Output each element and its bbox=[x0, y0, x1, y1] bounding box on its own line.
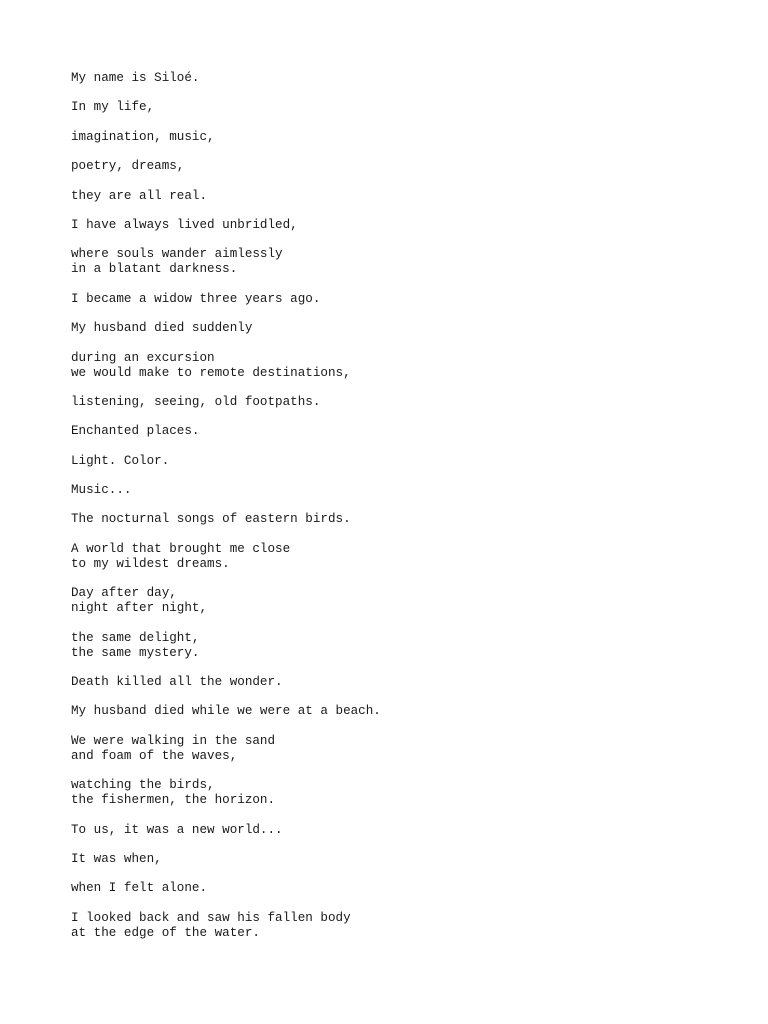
stanza bbox=[71, 778, 711, 808]
poem-line: poetry, dreams, bbox=[71, 159, 185, 174]
poem-line: My name is Siloé. bbox=[71, 71, 200, 85]
poem-line: We were walking in the sand bbox=[71, 733, 276, 748]
stanza bbox=[71, 911, 711, 941]
poem-line: I became a widow three years ago. bbox=[71, 291, 321, 306]
poem-line: The nocturnal songs of eastern birds. bbox=[71, 512, 351, 527]
poem-line: we would make to remote destinations, bbox=[71, 365, 351, 380]
poem-line: Enchanted places. bbox=[71, 424, 200, 439]
stanza bbox=[71, 351, 711, 381]
stanza bbox=[71, 130, 711, 145]
poem-line: My husband died while we were at a beach. bbox=[71, 704, 381, 719]
poem-line: the same mystery. bbox=[71, 645, 200, 660]
stanza bbox=[71, 823, 711, 838]
stanza bbox=[71, 247, 711, 277]
poem-line: Day after day, bbox=[71, 586, 177, 601]
stanza bbox=[71, 321, 711, 336]
poem-line: My husband died suddenly bbox=[71, 321, 253, 336]
poem-line: they are all real. bbox=[71, 188, 208, 203]
stanza bbox=[71, 734, 711, 764]
poem-line: imagination, music, bbox=[71, 129, 215, 144]
poem-line: to my wildest dreams. bbox=[71, 556, 230, 571]
poem-line: during an excursion bbox=[71, 350, 215, 365]
poem-text bbox=[71, 71, 711, 955]
stanza bbox=[71, 159, 711, 174]
stanza bbox=[71, 542, 711, 572]
poem-line: watching the birds, bbox=[71, 778, 215, 793]
stanza bbox=[71, 100, 711, 115]
poem-line: To us, it was a new world... bbox=[71, 822, 283, 837]
stanza bbox=[71, 218, 711, 233]
stanza bbox=[71, 483, 711, 498]
stanza bbox=[71, 512, 711, 527]
poem-line: I looked back and saw his fallen body bbox=[71, 910, 351, 925]
stanza bbox=[71, 586, 711, 616]
poem-line: in a blatant darkness. bbox=[71, 262, 238, 277]
poem-line: where souls wander aimlessly bbox=[71, 247, 283, 262]
stanza bbox=[71, 675, 711, 690]
stanza bbox=[71, 852, 711, 867]
poem-line: A world that brought me close bbox=[71, 541, 291, 556]
poem-line: at the edge of the water. bbox=[71, 925, 260, 940]
poem-line: I have always lived unbridled, bbox=[71, 217, 298, 232]
poem-line: Death killed all the wonder. bbox=[71, 675, 283, 690]
stanza bbox=[71, 71, 711, 86]
stanza bbox=[71, 631, 711, 661]
poem-line: It was when, bbox=[71, 851, 162, 866]
poem-line: night after night, bbox=[71, 601, 208, 616]
poem-line: Light. Color. bbox=[71, 453, 170, 468]
stanza bbox=[71, 395, 711, 410]
poem-line: listening, seeing, old footpaths. bbox=[71, 394, 321, 409]
poem-line: and foam of the waves, bbox=[71, 748, 238, 763]
stanza bbox=[71, 292, 711, 307]
stanza bbox=[71, 424, 711, 439]
stanza bbox=[71, 704, 711, 719]
stanza bbox=[71, 454, 711, 469]
poem-line: the same delight, bbox=[71, 630, 200, 645]
poem-line: when I felt alone. bbox=[71, 881, 208, 896]
poem-line: the fishermen, the horizon. bbox=[71, 793, 276, 808]
poem-line: In my life, bbox=[71, 100, 155, 115]
poem-line: Music... bbox=[71, 483, 132, 498]
stanza bbox=[71, 189, 711, 204]
stanza bbox=[71, 881, 711, 896]
